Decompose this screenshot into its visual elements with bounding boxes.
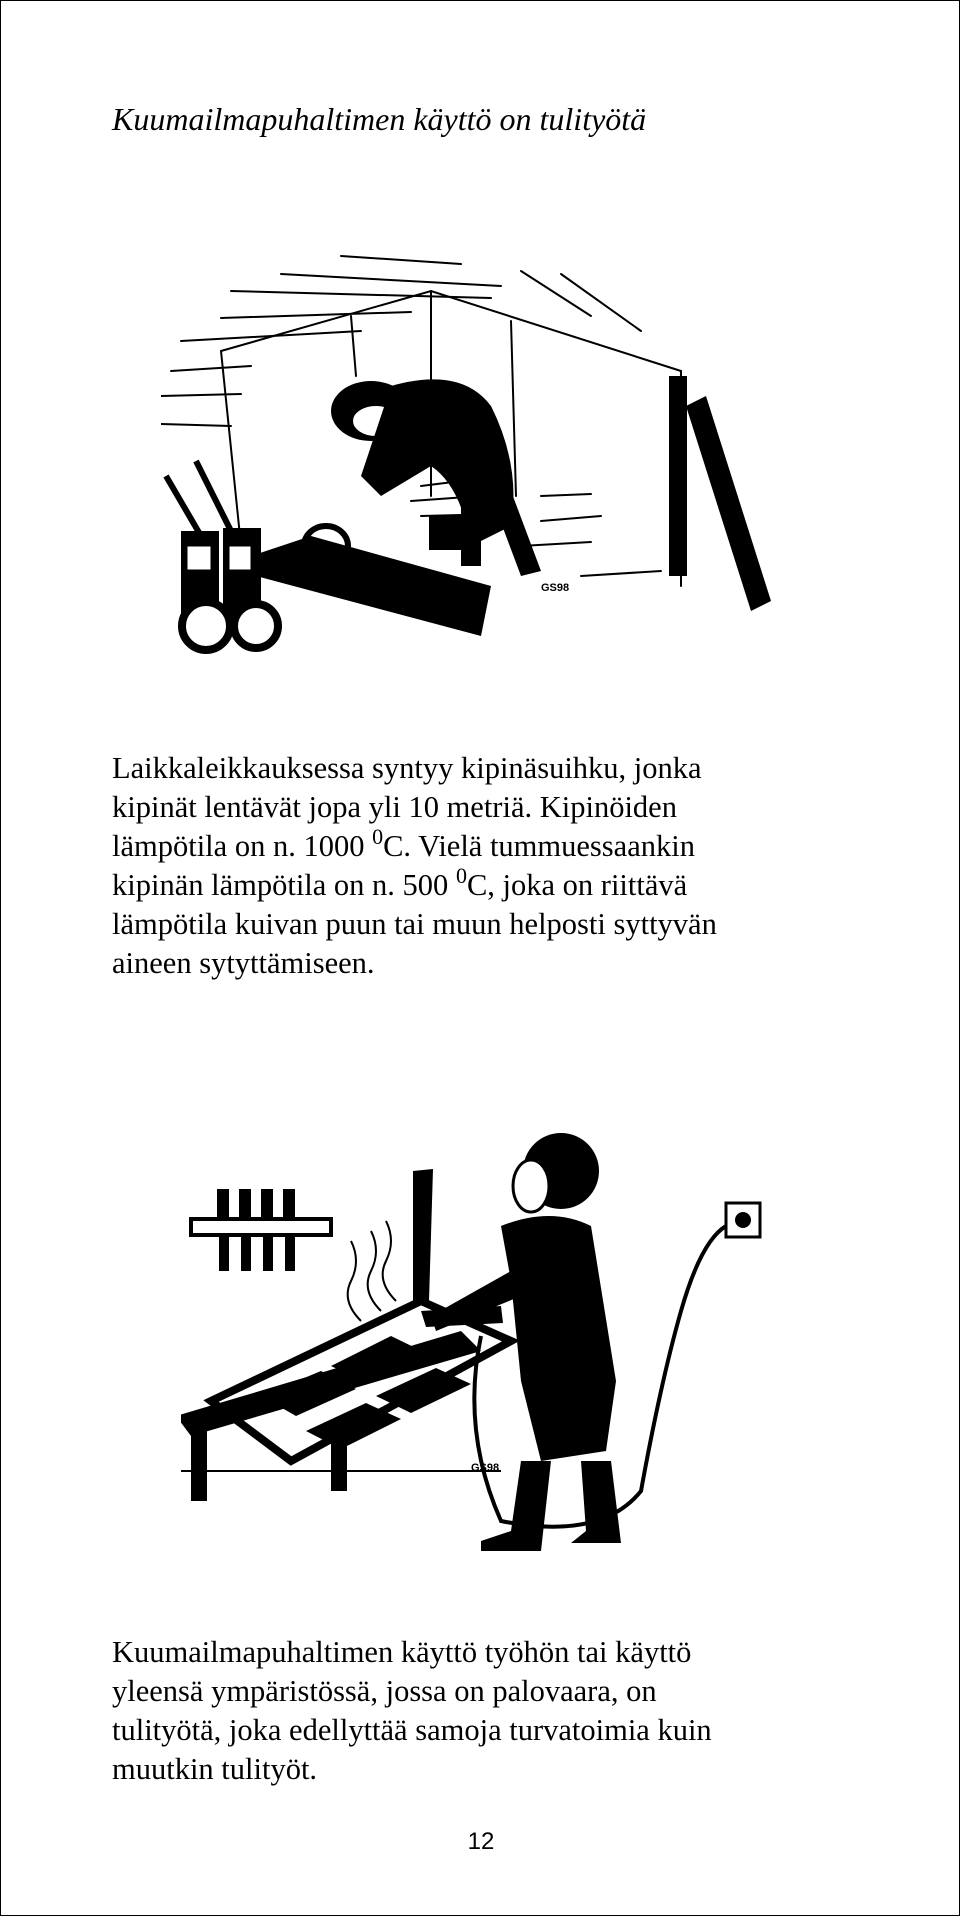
text-run: lämpötila on n. 1000 [112,829,373,863]
paragraph-line: Laikkaleikkauksessa syntyy kipinäsuihku, jonka [112,751,702,785]
artist-signature: GS98 [471,1462,500,1474]
page-title: Kuumailmapuhaltimen käyttö on tulityötä [112,101,647,137]
text-run: C. Vielä tummuessaankin [383,829,695,863]
heat-gun-illustration [181,1131,801,1551]
paragraph-line: kipinät lentävät jopa yli 10 metriä. Kipinöiden [112,790,677,824]
paragraph-line [112,824,902,866]
paragraph-line: lämpötila kuivan puun tai muun helposti syttyvän [112,907,717,941]
paragraph-line: muutkin tulityöt. [112,1752,318,1786]
degree-superscript: 0 [455,863,467,888]
paragraph-sparks [112,749,902,983]
text-run: C, joka on riittävä [466,868,688,902]
degree-superscript: 0 [372,824,384,849]
paragraph-line: tulityötä, joka edellyttää samoja turvatoimia kuin [112,1713,712,1747]
paragraph-line: yleensä ympäristössä, jossa on palovaara, on [112,1674,657,1708]
paragraph-line [112,863,902,905]
artist-signature: GS98 [541,582,570,594]
page-number: 12 [467,1828,495,1855]
paragraph-line: Kuumailmapuhaltimen käyttö työhön tai käyttö [112,1635,692,1669]
paragraph-hot-air-gun [112,1633,902,1789]
paragraph-line: aineen sytyttämiseen. [112,946,375,980]
welding-illustration [161,246,801,686]
text-run: kipinän lämpötila on n. 500 [112,868,456,902]
